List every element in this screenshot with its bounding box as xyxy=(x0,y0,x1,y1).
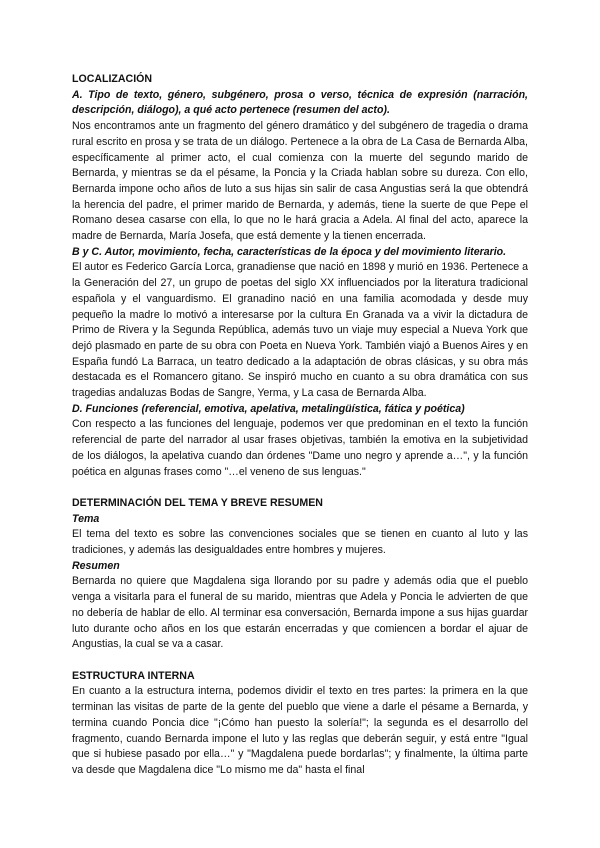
document-body xyxy=(72,72,528,779)
subsection-title-bc: B y C. Autor, movimiento, fecha, características de la época y del movimiento literario. xyxy=(72,245,507,258)
subsection-title-a: A. Tipo de texto, género, subgénero, prosa o verso, técnica de expresión (narración, descripción, diálogo), a qué acto pertenece (resumen del acto). xyxy=(72,88,528,117)
subsection-title-resumen: Resumen xyxy=(72,559,120,572)
section-heading-tema: DETERMINACIÓN DEL TEMA Y BREVE RESUMEN xyxy=(72,496,323,509)
section-spacer xyxy=(72,480,528,496)
section-heading-estructura: ESTRUCTURA INTERNA xyxy=(72,669,195,682)
section-heading-localizacion: LOCALIZACIÓN xyxy=(72,73,153,85)
subsection-title-tema: Tema xyxy=(72,512,100,525)
paragraph-tema: El tema del texto es sobre las convenciones sociales que se tienen en cuanto al luto y las tradiciones, y además las desigualdades entre hombres y mujeres. xyxy=(72,528,528,557)
paragraph-autor: El autor es Federico García Lorca, granadiense que nació en 1898 y murió en 1936. Pertenece a la Generación del 27, un grupo de poetas del siglo XX influenciados por la literatura tradicional española y el vanguardismo. El granadino nació en una familia acomodada y desde muy pequeño la madre lo motivó a interesarse por la cultura En Granada va a vivir la dictadura de Primo de Rivera y la Segunda República, además tuvo un viaje muy especial a Nueva York que dejó plasmado en parte de su obra con Poeta en Nueva York. También viajó a Buenos Aires y en España fundó La Barraca, un teatro dedicado a la adaptación de obras clásicas, y su obra más destacada es el Romancero gitano. Se inspiró mucho en cuanto a su obra dramática con sus tragedias andaluzas Bodas de Sangre, Yerma, y La casa de Bernarda Alba. xyxy=(72,261,528,400)
paragraph-funciones: Con respecto a las funciones del lenguaje, podemos ver que predominan en el texto la función referencial de parte del narrador al usar frases objetivas, también la emotiva en la subjetividad de los diálogos, la apelativa cuando dan órdenes "Dame uno negro y aprende a…", y la función poética en algunas frases como "…el veneno de sus lenguas." xyxy=(72,418,528,478)
paragraph-tipo-de-texto: Nos encontramos ante un fragmento del género dramático y del subgénero de tragedia o drama rural escrito en prosa y se trata de un diálogo. Pertenece a la obra de La Casa de Bernarda Alba, específicamente al primer acto, el cual comienza con la muerte del segundo marido de Bernarda, y mientras se da el pésame, la Poncia y la Criada hablan sobre su dureza. Con ello, Bernarda impone ocho años de luto a sus hijas sin salir de casa Angustias será la que obtendrá la herencia del padre, el primer marido de Bernarda, y además, tiene la suerte de que Pepe el Romano desea casarse con ella, lo que no le hará gracia a Adela. Al final del acto, aparece la madre de Bernarda, María Josefa, que está demente y la tienen encerrada. xyxy=(72,120,528,243)
paragraph-estructura: En cuanto a la estructura interna, podemos dividir el texto en tres partes: la primera en la que terminan las visitas de parte de la gente del pueblo que viene a darle el pésame a Bernarda, y termina cuando Poncia dice "¡Cómo han puesto la solería!"; la segunda es el desarrollo del fragmento, cuando Bernarda impone el luto y las reglas que deberán seguir, y está entre "Igual que si hubiese pasado por ella…" y "Magdalena puede bordarlas"; y finalmente, la última parte va desde que Magdalena dice "Lo mismo me da" hasta el final xyxy=(72,685,528,776)
subsection-title-d: D. Funciones (referencial, emotiva, apelativa, metalingüística, fática y poética) xyxy=(72,402,465,415)
paragraph-resumen: Bernarda no quiere que Magdalena siga llorando por su padre y además odia que el pueblo venga a visitarla para el funeral de su marido, mientras que Adela y Poncia le advierten de que no debería de hablar de ello. Al terminar esa conversación, Bernarda impone a sus hijas guardar luto durante ocho años en los que estarán encerradas y que comiencen a bordar el ajuar de Angustias, la cual se va a casar. xyxy=(72,575,528,651)
section-spacer xyxy=(72,653,528,669)
